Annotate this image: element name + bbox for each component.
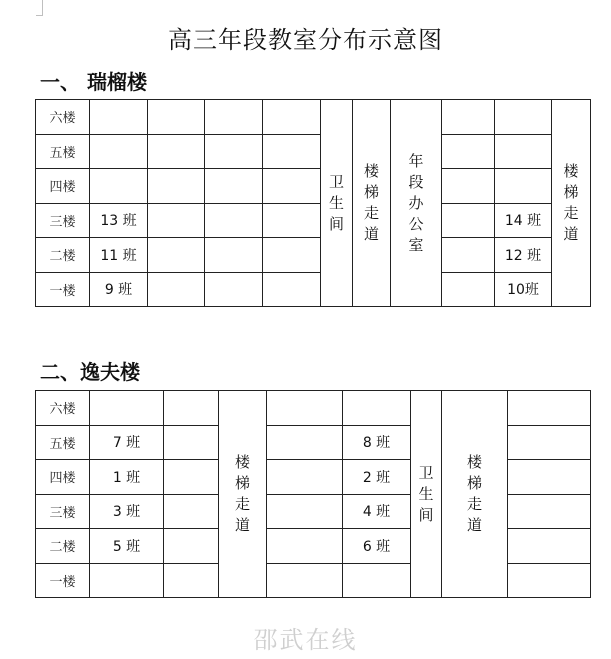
class-cell: 4 班 <box>343 494 411 529</box>
room-cell <box>343 563 411 598</box>
room-cell <box>343 391 411 426</box>
room-cell <box>508 563 591 598</box>
class-cell: 14 班 <box>495 203 552 238</box>
floor-label: 五楼 <box>36 425 90 460</box>
room-cell <box>267 529 343 564</box>
room-cell <box>164 425 219 460</box>
room-cell <box>148 203 205 238</box>
page-corner-mark <box>42 0 43 16</box>
floor-label: 二楼 <box>36 529 90 564</box>
room-cell <box>267 425 343 460</box>
room-cell <box>205 169 263 204</box>
class-cell: 11 班 <box>90 238 148 273</box>
room-cell <box>495 169 552 204</box>
table-row <box>36 563 591 598</box>
room-cell <box>442 134 495 169</box>
room-cell <box>90 391 164 426</box>
table-row <box>36 238 591 273</box>
table-row <box>36 494 591 529</box>
room-cell <box>164 494 219 529</box>
room-cell <box>164 529 219 564</box>
table-row <box>36 460 591 495</box>
ruiliu-building-table <box>35 99 591 307</box>
room-cell <box>442 100 495 135</box>
floor-label: 四楼 <box>36 460 90 495</box>
room-cell <box>90 169 148 204</box>
floor-label: 六楼 <box>36 100 90 135</box>
room-cell <box>205 203 263 238</box>
room-cell <box>267 391 343 426</box>
room-cell <box>164 563 219 598</box>
watermark-text: 邵武在线 <box>253 626 358 654</box>
room-cell <box>267 460 343 495</box>
room-cell <box>148 272 205 307</box>
room-cell <box>508 391 591 426</box>
room-cell <box>263 169 321 204</box>
room-cell <box>508 460 591 495</box>
table-row <box>36 100 591 135</box>
room-cell <box>495 134 552 169</box>
floor-label: 五楼 <box>36 134 90 169</box>
room-cell <box>267 563 343 598</box>
table-row <box>36 169 591 204</box>
yifu-building-table <box>35 390 591 598</box>
room-cell <box>508 494 591 529</box>
class-cell: 1 班 <box>90 460 164 495</box>
class-cell: 9 班 <box>90 272 148 307</box>
table-row <box>36 203 591 238</box>
room-cell <box>442 272 495 307</box>
floor-label: 三楼 <box>36 203 90 238</box>
table-row <box>36 425 591 460</box>
room-cell <box>442 169 495 204</box>
floor-label: 二楼 <box>36 238 90 273</box>
floor-label: 三楼 <box>36 494 90 529</box>
toilet-label: 卫 生 间 <box>321 100 353 307</box>
room-cell <box>148 134 205 169</box>
class-cell: 3 班 <box>90 494 164 529</box>
stairwell-label: 楼 梯 走 道 <box>552 100 591 307</box>
floor-label: 一楼 <box>36 272 90 307</box>
room-cell <box>205 238 263 273</box>
room-cell <box>495 100 552 135</box>
room-cell <box>205 272 263 307</box>
room-cell <box>263 238 321 273</box>
room-cell <box>508 425 591 460</box>
page-title: 高三年段教室分布示意图 <box>168 26 443 54</box>
room-cell <box>90 134 148 169</box>
stairwell-label: 楼 梯 走 道 <box>219 391 267 598</box>
room-cell <box>90 100 148 135</box>
room-cell <box>148 169 205 204</box>
room-cell <box>263 203 321 238</box>
room-cell <box>148 238 205 273</box>
room-cell <box>164 460 219 495</box>
table-row <box>36 134 591 169</box>
stairwell-label: 楼 梯 走 道 <box>353 100 391 307</box>
class-cell: 13 班 <box>90 203 148 238</box>
room-cell <box>164 391 219 426</box>
section-heading-yifu: 二、逸夫楼 <box>40 360 140 384</box>
class-cell: 5 班 <box>90 529 164 564</box>
grade-office-label: 年 段 办 公 室 <box>391 100 442 307</box>
class-cell: 8 班 <box>343 425 411 460</box>
floor-label: 六楼 <box>36 391 90 426</box>
table-row <box>36 391 591 426</box>
class-cell: 12 班 <box>495 238 552 273</box>
room-cell <box>263 272 321 307</box>
toilet-label: 卫 生 间 <box>411 391 442 598</box>
room-cell <box>263 100 321 135</box>
room-cell <box>148 100 205 135</box>
table-row <box>36 272 591 307</box>
room-cell <box>442 203 495 238</box>
class-cell: 10班 <box>495 272 552 307</box>
room-cell <box>205 100 263 135</box>
stairwell-label: 楼 梯 走 道 <box>442 391 508 598</box>
table-row <box>36 529 591 564</box>
section-heading-ruiliu: 一、 瑞榴楼 <box>40 70 147 94</box>
room-cell <box>442 238 495 273</box>
class-cell: 6 班 <box>343 529 411 564</box>
floor-label: 一楼 <box>36 563 90 598</box>
room-cell <box>90 563 164 598</box>
room-cell <box>508 529 591 564</box>
room-cell <box>205 134 263 169</box>
room-cell <box>267 494 343 529</box>
room-cell <box>263 134 321 169</box>
floor-label: 四楼 <box>36 169 90 204</box>
class-cell: 7 班 <box>90 425 164 460</box>
class-cell: 2 班 <box>343 460 411 495</box>
